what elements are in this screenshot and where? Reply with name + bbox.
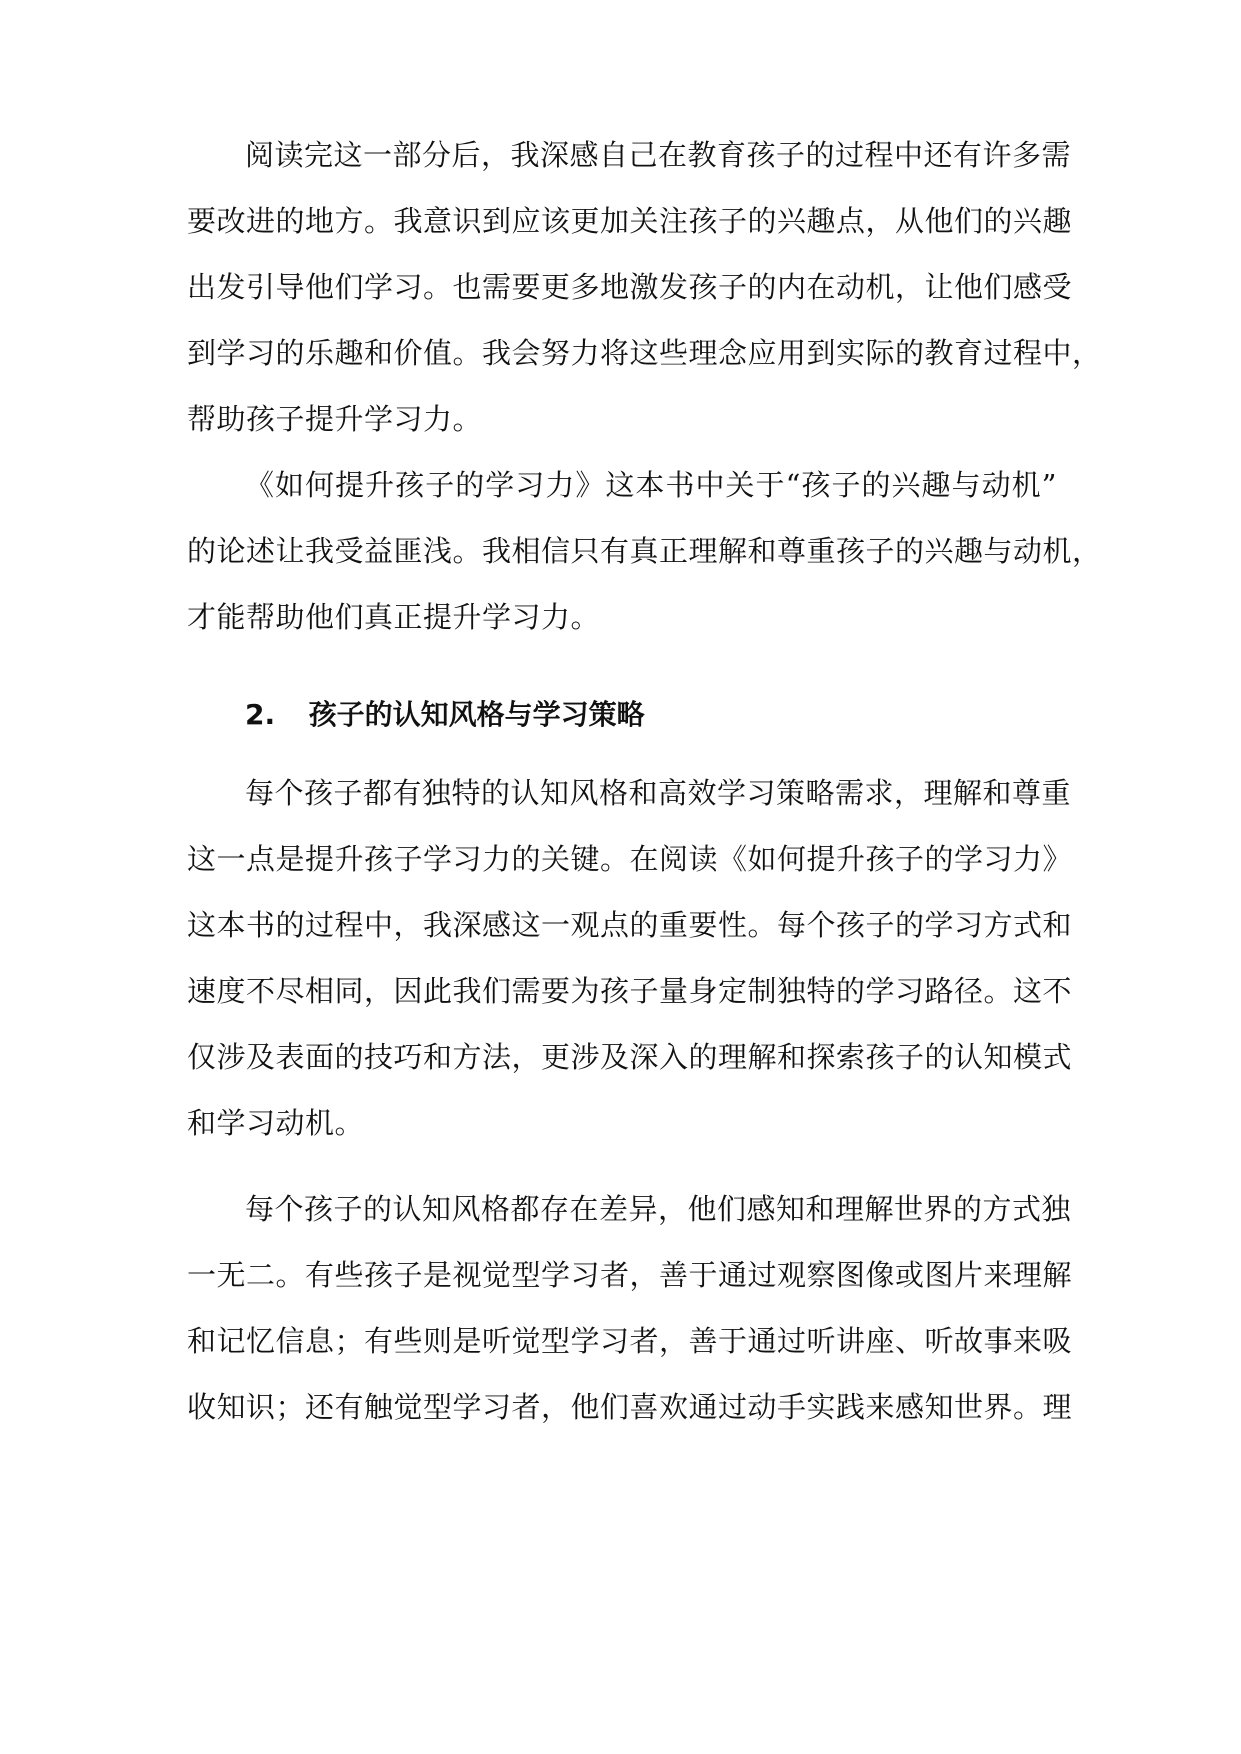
- paragraph-3-line-4: 速度不尽相同，因此我们需要为孩子量身定制独特的学习路径。这不: [187, 974, 1073, 1008]
- paragraph-3-line-3: 这本书的过程中，我深感这一观点的重要性。每个孩子的学习方式和: [187, 908, 1073, 942]
- section-heading: [245, 695, 645, 735]
- paragraph-1-line-5: 帮助孩子提升学习力。: [187, 402, 483, 436]
- paragraph-3-line-6: 和学习动机。: [187, 1106, 365, 1140]
- paragraph-2-line-1: 《如何提升孩子的学习力》这本书中关于“孩子的兴趣与动机”: [245, 468, 1057, 502]
- paragraph-1-line-4: 到学习的乐趣和价值。我会努力将这些理念应用到实际的教育过程中，: [187, 336, 1102, 370]
- paragraph-4-line-1: 每个孩子的认知风格都存在差异，他们感知和理解世界的方式独: [245, 1192, 1072, 1226]
- paragraph-2-line-2: 的论述让我受益匪浅。我相信只有真正理解和尊重孩子的兴趣与动机，: [187, 534, 1102, 568]
- paragraph-1-line-2: 要改进的地方。我意识到应该更加关注孩子的兴趣点，从他们的兴趣: [187, 204, 1073, 238]
- paragraph-4-line-2: 一无二。有些孩子是视觉型学习者，善于通过观察图像或图片来理解: [187, 1258, 1073, 1292]
- paragraph-3-line-1: 每个孩子都有独特的认知风格和高效学习策略需求，理解和尊重: [245, 776, 1072, 810]
- paragraph-1-line-1: 阅读完这一部分后，我深感自己在教育孩子的过程中还有许多需: [245, 138, 1072, 172]
- paragraph-4-line-3: 和记忆信息；有些则是听觉型学习者，善于通过听讲座、听故事来吸: [187, 1324, 1073, 1358]
- paragraph-1-line-3: 出发引导他们学习。也需要更多地激发孩子的内在动机，让他们感受: [187, 270, 1073, 304]
- section-number: 2.: [245, 698, 276, 731]
- section-title: 孩子的认知风格与学习策略: [308, 698, 645, 731]
- paragraph-2-line-3: 才能帮助他们真正提升学习力。: [187, 600, 601, 634]
- paragraph-3-line-2: 这一点是提升孩子学习力的关键。在阅读《如何提升孩子的学习力》: [187, 842, 1073, 876]
- paragraph-3-line-5: 仅涉及表面的技巧和方法，更涉及深入的理解和探索孩子的认知模式: [187, 1040, 1073, 1074]
- paragraph-4-line-4: 收知识；还有触觉型学习者，他们喜欢通过动手实践来感知世界。理: [187, 1390, 1073, 1424]
